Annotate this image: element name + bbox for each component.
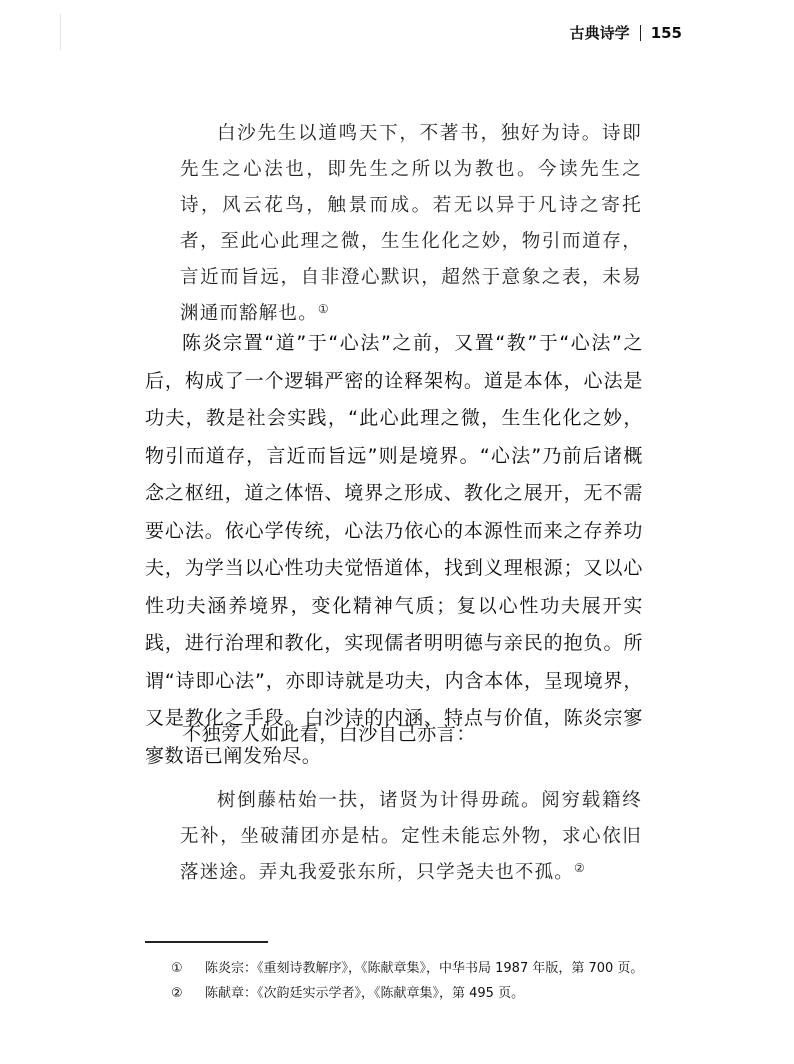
running-header xyxy=(570,22,682,43)
footnote-1-mark: ① xyxy=(171,961,183,976)
footnote-2-text: 陈献章：《次韵廷实示学者》，《陈献章集》，第 495 页。 xyxy=(205,986,525,1001)
quote-2-text: 树倒藤枯始一扶，诸贤为计得毋疏。阅穷载籍终无补，坐破蒲团亦是枯。定性未能忘外物，求心依旧落迷途。弄丸我爱张东所，只学尧夫也不孤。 xyxy=(180,790,642,883)
body-paragraph-2 xyxy=(145,716,643,754)
footnotes xyxy=(145,956,665,1006)
block-quote-2 xyxy=(180,783,642,891)
section-title: 古典诗学 xyxy=(569,24,630,42)
page-edge-mark xyxy=(60,14,61,50)
header-separator xyxy=(640,25,641,41)
quote-1-text: 白沙先生以道鸣天下，不著书，独好为诗。诗即先生之心法也，即先生之所以为教也。今读先生之诗，风云花鸟，触景而成。若无以异于凡诗之寄托者，至此心此理之微，生生化化之妙，物引而道存，言近而旨远，自非澄心默识，超然于意象之表，未易渊通而豁解也。 xyxy=(180,123,642,324)
footnote-1 xyxy=(145,956,665,981)
footnote-2 xyxy=(145,981,665,1006)
footnote-2-mark: ② xyxy=(171,986,183,1001)
footnote-divider xyxy=(145,941,268,943)
block-quote-1 xyxy=(180,116,642,332)
footnote-ref-1[interactable]: ① xyxy=(317,302,330,316)
paragraph-1-text: 陈炎宗置“道”于“心法”之前，又置“教”于“心法”之后，构成了一个逻辑严密的诠释架构。道是本体，心法是功夫，教是社会实践，“此心此理之微，生生化化之妙，物引而道存，言近而旨远”则是境界。“心法”乃前后诸概念之枢纽，道之体悟、境界之形成、教化之展开，无不需要心法。依心学传统，心法乃依心的本源性而来之存养功夫，为学当以心性功夫觉悟道体，找到义理根源；又以心性功夫涵养境界，变化精神气质；复以心性功夫展开实践，进行治理和教化，实现儒者明明德与亲民的抱负。所谓“诗即心法”，亦即诗就是功夫，内含本体，呈现境界，又是教化之手段。白沙诗的内涵、特点与价值，陈炎宗寥寥数语已阐发殆尽。 xyxy=(145,332,643,767)
footnote-1-text: 陈炎宗：《重刻诗教解序》，《陈献章集》，中华书局 1987 年版，第 700 页。 xyxy=(205,961,644,976)
paragraph-2-text: 不独旁人如此看，白沙自己亦言： xyxy=(182,723,477,745)
page-number: 155 xyxy=(650,23,682,42)
footnote-ref-2[interactable]: ② xyxy=(574,861,586,875)
body-paragraph-1 xyxy=(145,325,643,775)
